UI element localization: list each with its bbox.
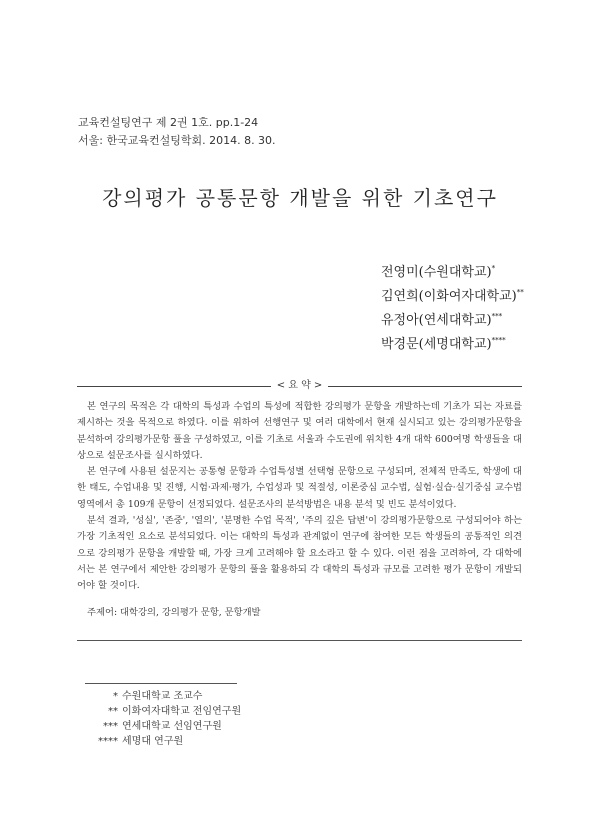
footnote-mark: * <box>113 691 118 702</box>
journal-citation <box>78 114 276 150</box>
footnote-text: 연세대학교 선임연구원 <box>122 721 222 732</box>
footnote-mark: *** <box>103 721 118 732</box>
abstract-paragraph: 본 연구에 사용된 설문지는 공통형 문항과 수업특성별 선택형 문항으로 구성되며, 전체적 만족도, 학생에 대한 태도, 수업내용 및 진행, 시험·과제·평가, 수업성과 및 적절성, 이론중심 교수법, 실험·실습·실기중심 교수법 영역에서 총 109개 문항이 선정되었다. 설문조사의 분석방법은 내용 분석 및 빈도 분석이었다. <box>77 466 522 510</box>
abstract-body <box>77 399 522 595</box>
author-entry <box>381 309 524 333</box>
footnote <box>84 734 241 749</box>
paper-title: 강의평가 공통문항 개발을 위한 기초연구 <box>102 186 498 210</box>
abstract-heading-label: < 요 약 > <box>271 380 329 391</box>
footnote-separator <box>85 683 237 684</box>
author-footnote-mark: **** <box>491 336 506 345</box>
footnote <box>84 719 241 734</box>
author-footnote-mark: * <box>491 264 496 273</box>
author-name: 김연희(이화여자대학교) <box>381 289 517 304</box>
footnote <box>84 704 241 719</box>
footnote-text: 수원대학교 조교수 <box>122 691 203 702</box>
author-list <box>381 261 524 357</box>
author-footnote-mark: *** <box>491 312 503 321</box>
author-footnote-mark: ** <box>516 288 524 297</box>
abstract-bottom-rule <box>77 640 522 641</box>
keywords: 주제어: 대학강의, 강의평가 문항, 문항개발 <box>87 607 261 618</box>
author-entry <box>381 333 524 357</box>
journal-publisher-line: 서울: 한국교육컨설팅학회. 2014. 8. 30. <box>78 134 276 147</box>
footnote-mark: **** <box>98 736 118 747</box>
footnote-mark: ** <box>108 706 118 717</box>
footnote-text: 이화여자대학교 전임연구원 <box>122 706 242 717</box>
abstract-paragraph: 분석 결과, '성실', '존중', '열의', '분명한 수업 목적', '주의 깊은 답변'이 강의평가문항으로 구성되어야 하는 가장 기초적인 요소로 분석되었다. 이는 대학의 특성과 관계없이 연구에 참여한 모든 학생들의 공통적인 의견으로 강의평가 문항을 개발할 때, 가장 크게 고려해야 할 요소라고 할 수 있다. 이런 점을 고려하여, 각 대학에서는 본 연구에서 제안한 강의평가 문항의 풀을 활용하되 각 대학의 특성과 규모를 고려한 평가 문항이 개발되어야 할 것이다. <box>77 515 522 592</box>
footnotes <box>84 689 241 749</box>
author-entry <box>381 285 524 309</box>
abstract-paragraph: 본 연구의 목적은 각 대학의 특성과 수업의 특성에 적합한 강의평가 문항을 개발하는데 기초가 되는 자료를 제시하는 것을 목적으로 하였다. 이를 위하여 선행연구 및 여러 대학에서 현재 실시되고 있는 강의평가문항을 분석하여 강의평가문항 풀을 구성하였고, 이를 기초로 서울과 수도권에 위치한 4개 대학 600여명 학생들을 대상으로 설문조사를 실시하였다. <box>77 401 522 461</box>
abstract-heading <box>77 380 522 392</box>
footnote <box>84 689 241 704</box>
footnote-text: 세명대 연구원 <box>122 736 184 747</box>
journal-volume-line: 교육컨설팅연구 제 2권 1호. pp.1-24 <box>78 116 259 129</box>
author-name: 박경문(세명대학교) <box>381 337 492 352</box>
author-name: 전영미(수원대학교) <box>381 265 492 280</box>
author-name: 유정아(연세대학교) <box>381 313 492 328</box>
author-entry <box>381 261 524 285</box>
